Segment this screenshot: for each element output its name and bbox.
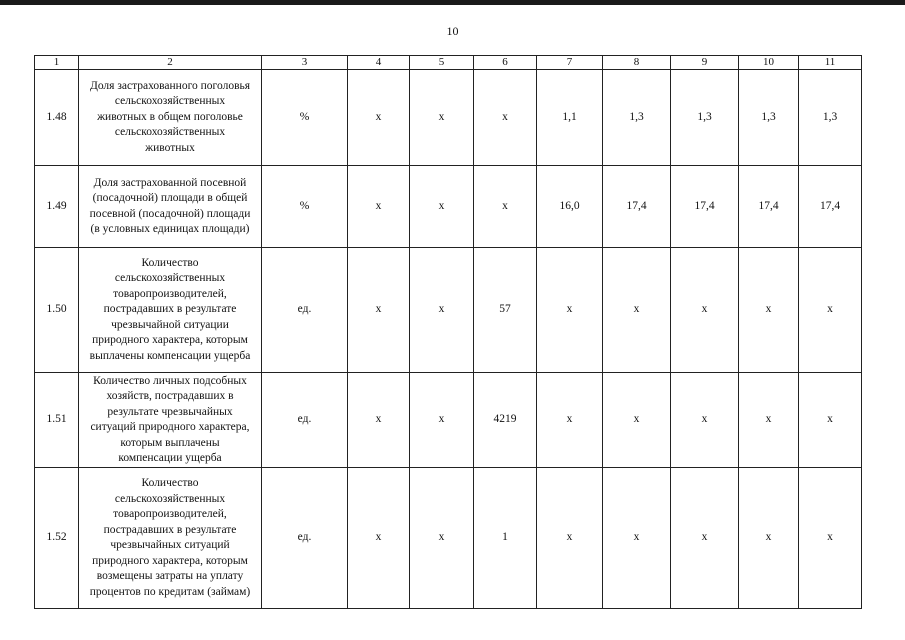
value-cell: х <box>603 248 671 373</box>
unit-cell: % <box>262 70 348 166</box>
description-line: (посадочной) площади в общей <box>92 192 248 204</box>
column-header: 4 <box>348 56 410 70</box>
value-cell: х <box>537 248 603 373</box>
column-header: 8 <box>603 56 671 70</box>
row-description <box>79 166 262 248</box>
value-cell: х <box>603 373 671 468</box>
unit-cell: ед. <box>262 248 348 373</box>
description-line: товаропроизводителей, <box>113 287 227 300</box>
row-description <box>79 468 262 609</box>
row-description <box>79 70 262 166</box>
value-cell: 1,3 <box>671 70 739 166</box>
row-number: 1.49 <box>35 166 79 248</box>
value-cell: 57 <box>474 248 537 373</box>
value-cell: х <box>739 468 799 609</box>
column-header: 6 <box>474 56 537 70</box>
description-line: Количество <box>141 477 199 489</box>
description-line: (в условных единицах площади) <box>90 223 250 235</box>
row-number: 1.52 <box>35 468 79 609</box>
row-number: 1.50 <box>35 248 79 373</box>
description-line: выплачены компенсации ущерба <box>89 349 251 362</box>
description-line: возмещены затраты на уплату <box>96 570 244 582</box>
description-line: сельскохозяйственных <box>114 492 226 505</box>
value-cell: 17,4 <box>799 166 862 248</box>
column-header: 3 <box>262 56 348 70</box>
value-cell: х <box>410 248 474 373</box>
table-row <box>35 166 862 248</box>
description-line: животных <box>145 141 195 154</box>
value-cell: 16,0 <box>537 166 603 248</box>
table-row <box>35 248 862 373</box>
value-cell: х <box>348 248 410 373</box>
description-line: процентов по кредитам (займам) <box>89 585 251 598</box>
description-line: результате чрезвычайных <box>107 405 233 418</box>
unit-cell: % <box>262 166 348 248</box>
description-line: природного характера, которым <box>92 334 248 347</box>
value-cell: 4219 <box>474 373 537 468</box>
value-cell: х <box>799 373 862 468</box>
value-cell: х <box>410 373 474 468</box>
description-line: компенсации ущерба <box>118 452 222 464</box>
description-line: товаропроизводителей, <box>113 508 227 520</box>
header-row <box>35 56 862 70</box>
row-number: 1.51 <box>35 373 79 468</box>
value-cell: 17,4 <box>671 166 739 248</box>
value-cell: х <box>603 468 671 609</box>
description-line: животных в общем поголовье <box>97 110 243 123</box>
value-cell: х <box>348 468 410 609</box>
unit-cell: ед. <box>262 468 348 609</box>
value-cell: х <box>410 70 474 166</box>
column-header: 9 <box>671 56 739 70</box>
value-cell: 1,3 <box>739 70 799 166</box>
description-line: сельскохозяйственных <box>114 126 226 139</box>
description-line: Доля застрахованного поголовья <box>89 79 251 92</box>
value-cell: х <box>537 468 603 609</box>
description-line: ситуаций природного характера, <box>90 421 250 433</box>
value-cell: 17,4 <box>603 166 671 248</box>
value-cell: х <box>410 468 474 609</box>
value-cell: 1,3 <box>799 70 862 166</box>
column-header: 5 <box>410 56 474 70</box>
value-cell: х <box>799 468 862 609</box>
description-line: чрезвычайных ситуаций <box>110 539 230 551</box>
unit-cell: ед. <box>262 373 348 468</box>
value-cell: х <box>671 248 739 373</box>
value-cell: х <box>671 468 739 609</box>
table-row <box>35 70 862 166</box>
value-cell: х <box>537 373 603 468</box>
value-cell: х <box>799 248 862 373</box>
column-header: 2 <box>79 56 262 70</box>
value-cell: 17,4 <box>739 166 799 248</box>
column-header: 10 <box>739 56 799 70</box>
top-border-rule <box>0 0 905 5</box>
description-line: пострадавших в результате <box>103 303 237 316</box>
value-cell: х <box>739 248 799 373</box>
description-line: сельскохозяйственных <box>114 95 226 108</box>
column-header: 11 <box>799 56 862 70</box>
value-cell: х <box>348 373 410 468</box>
value-cell: х <box>410 166 474 248</box>
description-line: пострадавших в результате <box>103 523 237 536</box>
description-line: природного характера, которым <box>92 554 248 567</box>
column-header: 1 <box>35 56 79 70</box>
indicator-table <box>34 55 862 609</box>
value-cell: х <box>348 70 410 166</box>
row-description <box>79 248 262 373</box>
value-cell: х <box>474 70 537 166</box>
description-line: посевной (посадочной) площади <box>89 207 251 220</box>
row-number: 1.48 <box>35 70 79 166</box>
table-row <box>35 468 862 609</box>
row-description <box>79 373 262 468</box>
value-cell: х <box>739 373 799 468</box>
description-line: хозяйств, пострадавших в <box>106 390 234 402</box>
table-row <box>35 373 862 468</box>
value-cell: х <box>671 373 739 468</box>
value-cell: 1,1 <box>537 70 603 166</box>
description-line: которым выплачены <box>120 436 220 449</box>
description-line: Количество <box>141 256 199 269</box>
page-number: 10 <box>446 24 459 38</box>
value-cell: х <box>474 166 537 248</box>
value-cell: х <box>348 166 410 248</box>
description-line: чрезвычайной ситуации <box>111 318 229 331</box>
description-line: Доля застрахованной посевной <box>93 176 247 189</box>
description-line: сельскохозяйственных <box>114 272 226 285</box>
description-line: Количество личных подсобных <box>93 374 247 387</box>
column-header: 7 <box>537 56 603 70</box>
value-cell: 1 <box>474 468 537 609</box>
value-cell: 1,3 <box>603 70 671 166</box>
